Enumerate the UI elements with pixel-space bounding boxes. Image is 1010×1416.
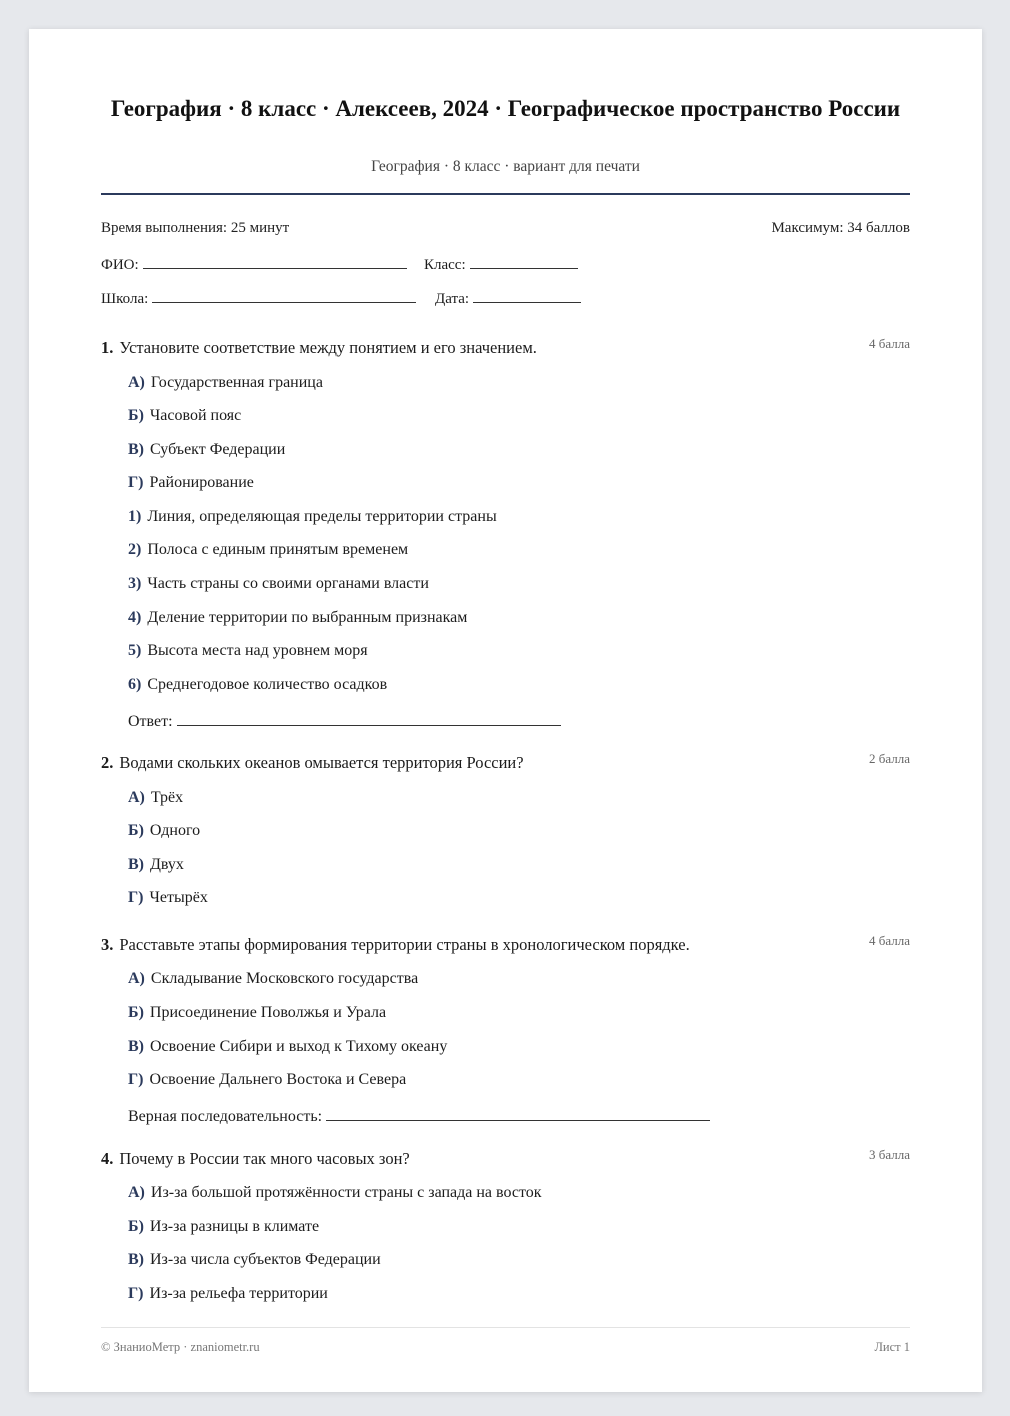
option-label: Б) [128,1004,144,1021]
option-1-4[interactable] [128,609,467,627]
option-label: 2) [128,541,142,558]
option-text: Из-за рельефа территории [149,1285,328,1302]
option-label: 4) [128,609,142,626]
option-1-6[interactable] [128,676,387,694]
option-text: Субъект Федерации [150,441,286,458]
option-text: Государственная граница [150,374,323,391]
option-label: Г) [128,1285,144,1302]
option-3g[interactable] [128,1071,406,1089]
option-text: Из-за разницы в климате [149,1218,320,1235]
fio-field[interactable] [101,253,407,274]
option-text: Двух [150,856,184,873]
option-label: В) [128,1038,144,1055]
option-1b[interactable] [128,407,241,425]
option-text: Часть страны со своими органами власти [147,575,429,592]
question-text: Установите соответствие между понятием и его значением. [119,338,537,357]
option-text: Из-за большой протяжённости страны с запада на восток [150,1184,542,1201]
class-field[interactable] [424,253,578,274]
footer-divider [101,1327,910,1328]
answer-input-line[interactable] [326,1105,710,1121]
option-text: Складывание Московского государства [150,970,419,987]
option-1-3[interactable] [128,575,429,593]
option-label: 6) [128,676,142,693]
date-field[interactable] [435,287,581,308]
school-input-line[interactable] [152,287,416,303]
question-2 [101,753,910,773]
meta-row [101,220,910,237]
option-4a[interactable] [128,1184,542,1202]
question-points: 3 балла [869,1147,910,1162]
option-1-1[interactable] [128,508,497,526]
question-text: Расставьте этапы формирования территории страны в хронологическом порядке. [119,935,690,954]
option-label: Б) [128,822,144,839]
question-points: 2 балла [869,751,910,766]
footer-page-number: Лист 1 [874,1340,910,1354]
question-number: 2. [101,753,114,772]
option-4g[interactable] [128,1285,328,1303]
option-label: 5) [128,642,142,659]
question-1 [101,338,910,358]
time-limit: Время выполнения: 25 минут [101,220,290,236]
page-title: География · 8 класс · Алексеев, 2024 · Географическое пространство России [110,96,901,121]
option-1-5[interactable] [128,642,368,660]
option-2a[interactable] [128,789,183,807]
option-text: Одного [149,822,201,839]
option-label: Г) [128,1071,144,1088]
school-label: Школа: [101,291,149,307]
question-points: 4 балла [869,336,910,351]
option-2v[interactable] [128,856,184,874]
option-label: А) [128,374,145,391]
option-1-2[interactable] [128,541,408,559]
school-field[interactable] [101,287,416,308]
question-number: 3. [101,935,114,954]
answer-label: Ответ: [128,713,173,730]
page-content [101,29,910,1392]
option-text: Среднегодовое количество осадков [147,676,388,693]
option-label: Г) [128,474,144,491]
header-divider [101,193,910,195]
option-label: В) [128,1251,144,1268]
answer-label: Верная последовательность: [128,1108,323,1125]
answer-input-line[interactable] [177,710,561,726]
option-text: Полоса с единым принятым временем [147,541,409,558]
question-4 [101,1149,910,1169]
option-label: Б) [128,407,144,424]
option-label: А) [128,789,145,806]
option-text: Трёх [150,789,184,806]
option-1g[interactable] [128,474,254,492]
max-score: Максимум: 34 баллов [771,220,910,236]
option-3b[interactable] [128,1004,386,1022]
option-1a[interactable] [128,374,323,392]
option-text: Районирование [149,474,254,491]
question-number: 1. [101,338,114,357]
option-label: 1) [128,508,142,525]
option-label: Г) [128,889,144,906]
option-text: Четырёх [149,889,208,906]
question-3 [101,935,910,955]
class-label: Класс: [424,257,466,273]
option-label: А) [128,1184,145,1201]
date-label: Дата: [435,291,470,307]
option-label: В) [128,441,144,458]
option-text: Высота места над уровнем моря [147,642,368,659]
option-label: Б) [128,1218,144,1235]
answer-field-1[interactable] [128,710,561,731]
fio-input-line[interactable] [143,253,407,269]
class-input-line[interactable] [470,253,578,269]
option-2g[interactable] [128,889,208,907]
option-2b[interactable] [128,822,200,840]
date-input-line[interactable] [473,287,581,303]
option-text: Линия, определяющая пределы территории страны [147,508,497,525]
option-text: Часовой пояс [149,407,242,424]
question-points: 4 балла [869,933,910,948]
option-text: Освоение Дальнего Востока и Севера [149,1071,407,1088]
option-text: Деление территории по выбранным признакам [147,609,468,626]
option-label: В) [128,856,144,873]
option-4b[interactable] [128,1218,319,1236]
option-text: Присоединение Поволжья и Урала [149,1004,387,1021]
answer-field-3[interactable] [128,1105,710,1126]
page-subtitle: География · 8 класс · вариант для печати [371,158,640,175]
option-3a[interactable] [128,970,418,988]
question-text: Почему в России так много часовых зон? [119,1149,410,1168]
footer-copyright: © ЗнаниоМетр · znaniometr.ru [101,1340,260,1354]
question-text: Водами скольких океанов омывается территория России? [119,753,524,772]
option-text: Из-за числа субъектов Федерации [150,1251,381,1268]
fio-label: ФИО: [101,257,139,273]
option-text: Освоение Сибири и выход к Тихому океану [150,1038,448,1055]
worksheet-page [29,29,982,1392]
option-1v[interactable] [128,441,285,459]
option-label: А) [128,970,145,987]
option-4v[interactable] [128,1251,381,1269]
question-number: 4. [101,1149,114,1168]
option-label: 3) [128,575,142,592]
option-3v[interactable] [128,1038,447,1056]
